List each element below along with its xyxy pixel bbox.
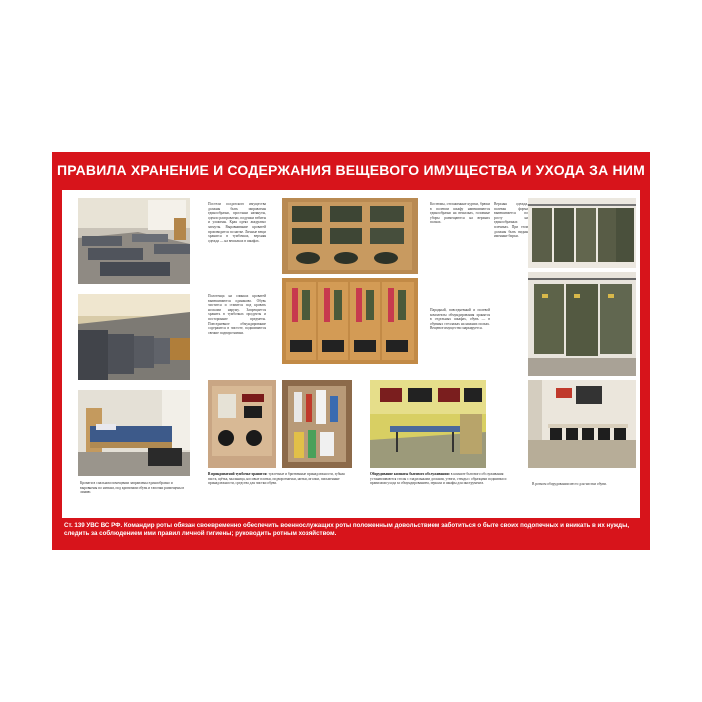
uniforms-on-hangers-photo — [528, 198, 636, 268]
bed-caption: Кровати в спальном помещении заправлены единообразно и выровнены по ниткам, под кроватями обувь и тапочки размещены в линию. — [80, 481, 185, 495]
footwear-caption: В ротном оборудовании место для чистки обуви. — [532, 482, 607, 486]
poster-footer: Ст. 139 УВС ВС РФ. Командир роты обязан своевременно обеспечить военнослужащих роты положенным довольствием заботиться о быте своих подопечных и вникать в их нужды, следить за соблюдением ими правил личной гигиены; руководить ротным хозяйством. — [64, 522, 630, 537]
uniform-cabinet-photo — [282, 198, 418, 274]
toiletries-photo — [282, 380, 352, 468]
poster-title: ПРАВИЛА ХРАНЕНИЕ И СОДЕРЖАНИЯ ВЕЩЕВОГО ИМУЩЕСТВА И УХОДА ЗА НИМ — [57, 162, 645, 178]
text-block-4: Парадный, повседневный и полевой комплекты обмундирования хранятся в отдельных шкафах, обувь — в обувных стеллажах на нижних полках. Вещевое имущество маркируется. — [430, 308, 490, 331]
text-block-3: Костюмы, отглаженные куртки, брюки в полевом шкафу навешиваются единообразно на вешалках, головные уборы размещаются на верхних полках. — [430, 202, 490, 225]
jackets-rack-photo — [528, 272, 636, 376]
barracks-beds-photo — [78, 198, 190, 284]
shoe-care-photo — [208, 380, 276, 468]
text-block-5: Верхняя одежда, полевая форма вывешивается по росту на единообразных плечиках. При этом должны быть видны именные бирки. — [494, 202, 528, 239]
boots-locker-photo — [282, 278, 418, 364]
poster — [52, 152, 650, 550]
text-block-2: Полотенца на спинках кроватей вывешиваются одинаково. Обувь чистится и ставится под кровать носками наружу. Запрещается хранить в тумбочках продукты и посторонние предметы. Повседневное обмундирование содержится в чистоте, подшиваются свежие подворотнички. — [208, 294, 266, 335]
barracks-row-photo — [78, 294, 190, 380]
single-bed-photo — [78, 390, 190, 476]
content-panel — [62, 190, 640, 518]
service-room-caption: Оборудование комнаты бытового обслуживания: в комнате бытового обслуживания устанавливаются столы с гладильными досками, утюги, стенды с образцами подшивки и правилами ухода за обмундированием, зеркала и шкафы для инструмента. — [370, 472, 507, 486]
footwear-stand-photo — [528, 380, 636, 468]
shoe-care-caption: В прикроватной тумбочке хранятся: туалетные и бритвенные принадлежности, зубная паста, щётка, мыльница, носовые платки, подворотнички, нитки, иголки, письменные принадлежности, средства для чистки обуви. — [208, 472, 345, 486]
text-block-1: Постели солдатского имущества должны быть заправлены единообразно, простыни натянуты, одеяло расправлено, подушки взбиты и уложены. Края одеял аккуратно загнуты. Выравнивание кроватей производится по нитке. Личные вещи хранятся в тумбочках, верхняя одежда — на вешалках в шкафах. — [208, 202, 266, 243]
service-room-photo — [370, 380, 486, 468]
